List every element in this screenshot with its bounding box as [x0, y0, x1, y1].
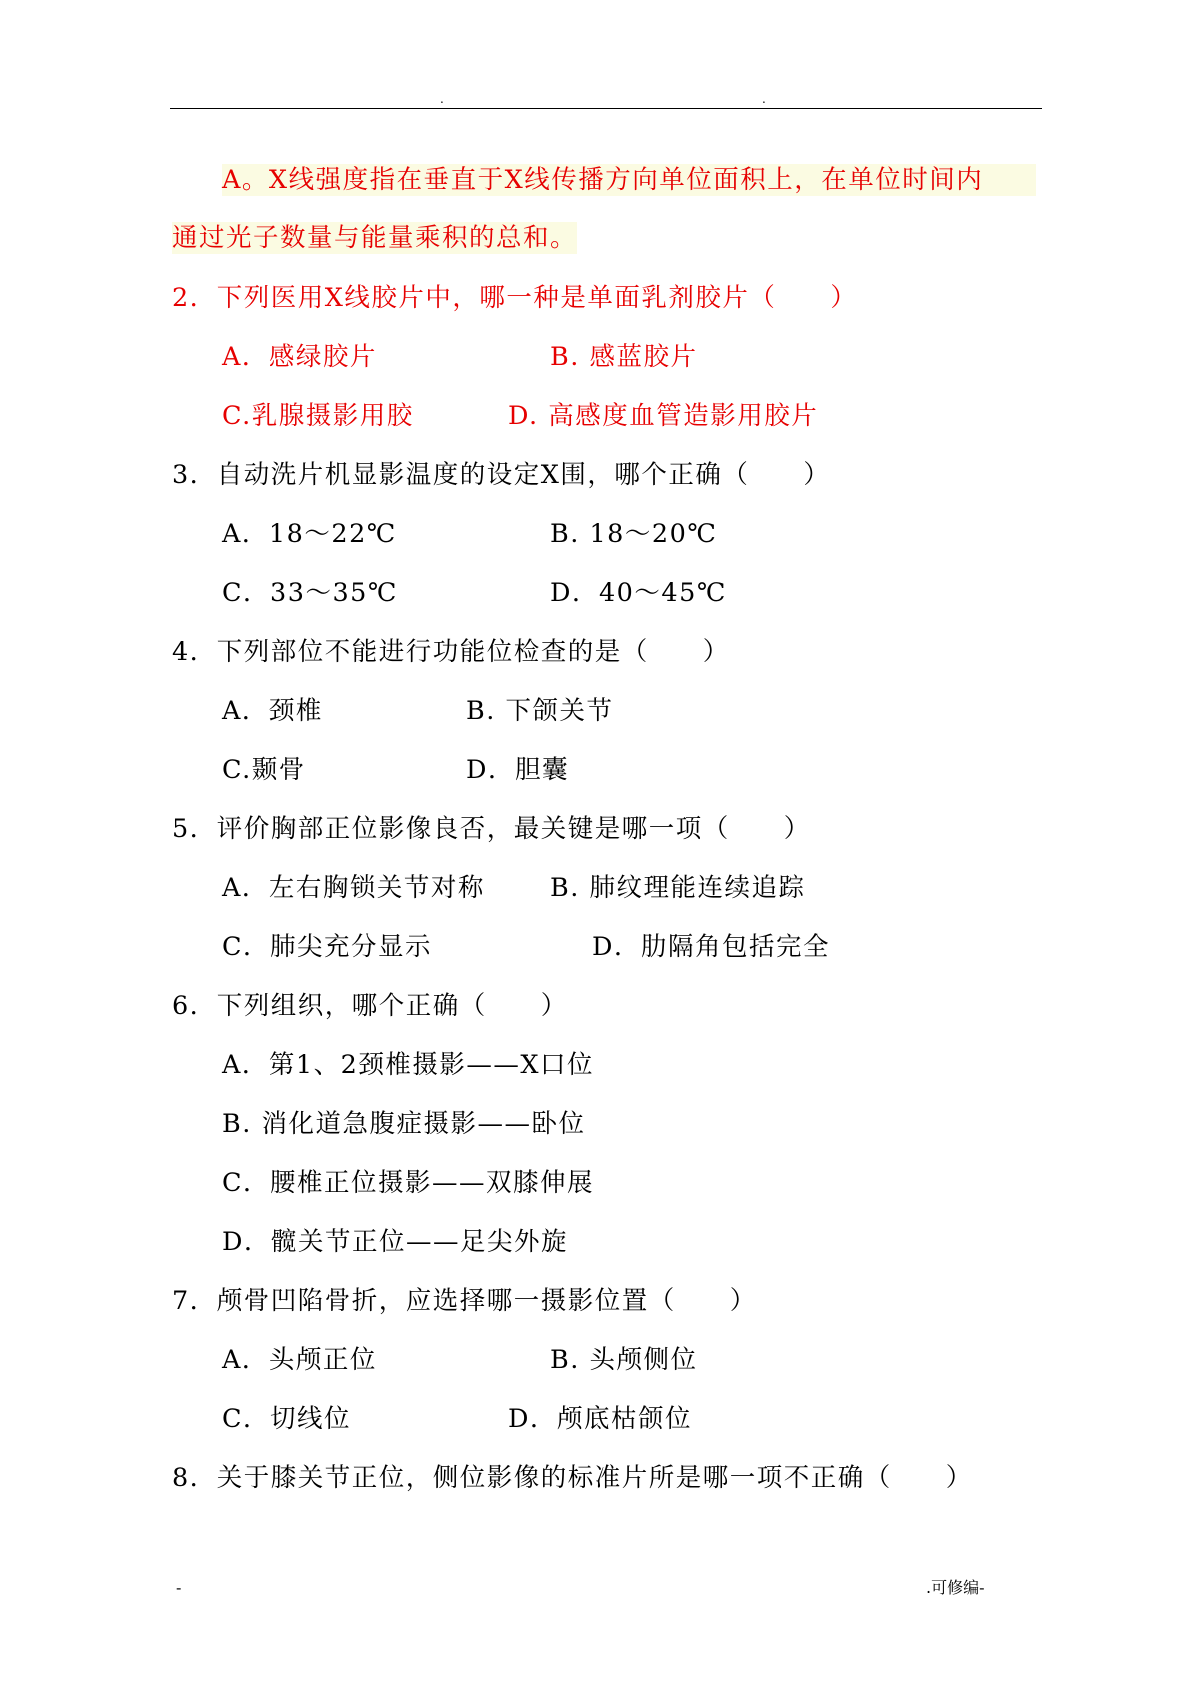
question-5-option-b: B. 肺纹理能连续追踪: [550, 873, 806, 903]
question-5-option-d: D．肋隔角包括完全: [592, 932, 830, 962]
question-8-stem: 8．关于膝关节正位，侧位影像的标准片所是哪一项不正确（ ）: [172, 1463, 973, 1493]
question-5-stem: 5．评价胸部正位影像良否，最关键是哪一项（ ）: [172, 814, 811, 844]
question-2-stem: 2．下列医用X线胶片中，哪一种是单面乳剂胶片（ ）: [172, 283, 858, 313]
header-dot-right: .: [762, 92, 766, 106]
question-6-option-c: C．腰椎正位摄影——双膝伸展: [222, 1168, 595, 1198]
question-2-option-b: B. 感蓝胶片: [550, 342, 698, 372]
question-2-option-c: C.乳腺摄影用胶: [222, 401, 414, 431]
question-3-option-a: A．18～22℃: [222, 519, 397, 549]
question-7-option-b: B. 头颅侧位: [550, 1345, 698, 1375]
header-dot-left: .: [440, 92, 444, 106]
answer-line-1: A。X线强度指在垂直于X线传播方向单位面积上，在单位时间内: [222, 164, 1036, 196]
header-rule: [170, 108, 1042, 109]
question-5-option-a: A．左右胸锁关节对称: [222, 873, 485, 903]
question-7-stem: 7．颅骨凹陷骨折，应选择哪一摄影位置（ ）: [172, 1286, 757, 1316]
question-4-option-d: D．胆囊: [466, 755, 569, 785]
question-3-stem: 3．自动洗片机显影温度的设定X围，哪个正确（ ）: [172, 460, 831, 490]
answer-line-2: 通过光子数量与能量乘积的总和。: [172, 223, 578, 253]
question-6-stem: 6．下列组织，哪个正确（ ）: [172, 991, 568, 1021]
question-2-option-d: D. 高感度血管造影用胶片: [508, 401, 819, 431]
footer-left: -: [176, 1578, 182, 1597]
question-5-option-c: C．肺尖充分显示: [222, 932, 433, 962]
question-7-option-a: A．头颅正位: [222, 1345, 377, 1375]
question-6-option-a: A．第1、2颈椎摄影——X口位: [222, 1050, 595, 1080]
question-3-option-c: C．33～35℃: [222, 578, 398, 608]
question-4-stem: 4．下列部位不能进行功能位检查的是（ ）: [172, 637, 730, 667]
question-6-option-b: B. 消化道急腹症摄影——卧位: [222, 1109, 586, 1139]
question-7-option-d: D．颅底枯颌位: [508, 1404, 692, 1434]
question-4-option-b: B. 下颌关节: [466, 696, 614, 726]
question-7-option-c: C．切线位: [222, 1404, 352, 1434]
question-3-option-b: B. 18～20℃: [550, 519, 718, 549]
question-4-option-a: A．颈椎: [222, 696, 323, 726]
question-3-option-d: D．40～45℃: [550, 578, 727, 608]
question-2-option-a: A．感绿胶片: [222, 342, 377, 372]
footer-right: .可修编-: [926, 1578, 985, 1597]
question-6-option-d: D．髋关节正位——足尖外旋: [222, 1227, 568, 1257]
question-4-option-c: C.颞骨: [222, 755, 306, 785]
